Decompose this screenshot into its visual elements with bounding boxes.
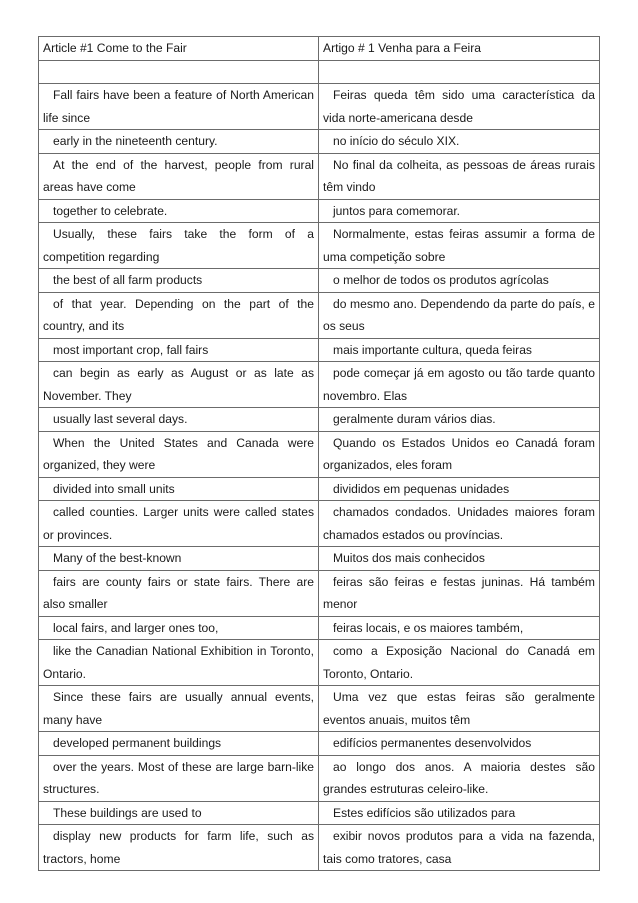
english-text: most important crop, fall fairs	[53, 342, 209, 357]
english-text: Usually, these fairs take the form of a competition regarding	[43, 227, 314, 264]
portuguese-text: exibir novos produtos para a vida na fazenda, tais como tratores, casa	[323, 829, 595, 866]
cell-portuguese	[319, 292, 600, 338]
english-text: like the Canadian National Exhibition in Toronto, Ontario.	[43, 644, 314, 681]
cell-portuguese	[319, 640, 600, 686]
portuguese-text: feiras locais, e os maiores também,	[333, 620, 524, 635]
cell-portuguese	[319, 338, 600, 362]
translation-table	[38, 36, 600, 871]
header-english-text: Article #1 Come to the Fair	[43, 41, 187, 55]
portuguese-text: chamados condados. Unidades maiores foram chamados estados ou províncias.	[323, 505, 595, 542]
table-row	[39, 199, 600, 223]
cell-english	[39, 732, 319, 756]
cell-english	[39, 362, 319, 408]
cell-english	[39, 755, 319, 801]
cell-portuguese	[319, 501, 600, 547]
cell-english	[39, 616, 319, 640]
english-text: Many of the best-known	[53, 551, 182, 565]
cell-portuguese	[319, 130, 600, 154]
cell-portuguese	[319, 362, 600, 408]
english-text: together to celebrate.	[53, 203, 168, 218]
cell-portuguese	[319, 825, 600, 871]
cell-portuguese	[319, 431, 600, 477]
cell-portuguese	[319, 801, 600, 825]
english-text: At the end of the harvest, people from rural areas have come	[43, 157, 314, 194]
cell-english	[39, 338, 319, 362]
table-row	[39, 130, 600, 154]
portuguese-text: Normalmente, estas feiras assumir a forma de uma competição sobre	[323, 227, 595, 264]
table-row	[39, 570, 600, 616]
table-row	[39, 292, 600, 338]
portuguese-text: como a Exposição Nacional do Canadá em Toronto, Ontario.	[323, 644, 595, 681]
portuguese-text: o melhor de todos os produtos agrícolas	[333, 273, 549, 287]
portuguese-text: Quando os Estados Unidos eo Canadá foram organizados, eles foram	[323, 435, 595, 472]
portuguese-text: Uma vez que estas feiras são geralmente eventos anuais, muitos têm	[323, 690, 595, 727]
cell-portuguese	[319, 223, 600, 269]
cell-portuguese	[319, 408, 600, 432]
english-text: early in the nineteenth century.	[53, 134, 218, 148]
portuguese-text: ao longo dos anos. A maioria destes são grandes estruturas celeiro-like.	[323, 759, 595, 796]
table-row	[39, 732, 600, 756]
english-text: can begin as early as August or as late as November. They	[43, 366, 314, 403]
table-row	[39, 801, 600, 825]
english-text: Since these fairs are usually annual events, many have	[43, 690, 314, 727]
cell-english	[39, 269, 319, 293]
english-text: over the years. Most of these are large barn-like structures.	[43, 759, 314, 796]
table-row	[39, 223, 600, 269]
table-row	[39, 640, 600, 686]
cell-portuguese	[319, 153, 600, 199]
table-row	[39, 408, 600, 432]
portuguese-text: Feiras queda têm sido uma característica da vida norte-americana desde	[323, 88, 595, 125]
table-row	[39, 338, 600, 362]
cell-english	[39, 501, 319, 547]
table-row	[39, 153, 600, 199]
cell-english	[39, 547, 319, 571]
cell-portuguese	[319, 84, 600, 130]
english-text: display new products for farm life, such as tractors, home	[43, 829, 314, 866]
header-english	[39, 37, 319, 61]
cell-portuguese	[319, 547, 600, 571]
english-text: These buildings are used to	[53, 805, 202, 820]
portuguese-text: pode começar já em agosto ou tão tarde quanto novembro. Elas	[323, 366, 595, 403]
portuguese-text: Muitos dos mais conhecidos	[333, 551, 485, 565]
cell-portuguese	[319, 755, 600, 801]
cell-portuguese	[319, 269, 600, 293]
header-portuguese	[319, 37, 600, 61]
cell-portuguese	[319, 199, 600, 223]
portuguese-text: do mesmo ano. Dependendo da parte do país, e os seus	[323, 296, 595, 333]
english-text: of that year. Depending on the part of the country, and its	[43, 296, 314, 333]
cell-english	[39, 686, 319, 732]
english-text: called counties. Larger units were called states or provinces.	[43, 505, 314, 542]
cell-english	[39, 84, 319, 130]
document-page	[38, 36, 599, 871]
table-row	[39, 686, 600, 732]
blank-row	[39, 60, 600, 84]
cell-english	[39, 292, 319, 338]
cell-portuguese	[319, 616, 600, 640]
english-text: the best of all farm products	[53, 273, 203, 287]
table-row	[39, 269, 600, 293]
table-row	[39, 755, 600, 801]
cell-english	[39, 640, 319, 686]
table-header-row	[39, 37, 600, 61]
table-row	[39, 825, 600, 871]
table-row	[39, 431, 600, 477]
english-text: divided into small units	[53, 481, 175, 496]
english-text: developed permanent buildings	[53, 736, 222, 750]
cell-portuguese	[319, 732, 600, 756]
table-row	[39, 616, 600, 640]
cell-english	[39, 130, 319, 154]
cell-english	[39, 153, 319, 199]
cell-english	[39, 199, 319, 223]
blank-cell	[319, 60, 600, 84]
cell-portuguese	[319, 570, 600, 616]
portuguese-text: no início do século XIX.	[333, 134, 460, 148]
portuguese-text: No final da colheita, as pessoas de áreas rurais têm vindo	[323, 157, 595, 194]
cell-portuguese	[319, 686, 600, 732]
table-row	[39, 501, 600, 547]
table-row	[39, 362, 600, 408]
table-row	[39, 547, 600, 571]
portuguese-text: juntos para comemorar.	[333, 203, 461, 218]
cell-english	[39, 825, 319, 871]
table-row	[39, 84, 600, 130]
portuguese-text: geralmente duram vários dias.	[333, 412, 496, 426]
cell-english	[39, 477, 319, 501]
english-text: usually last several days.	[53, 412, 188, 426]
cell-english	[39, 801, 319, 825]
cell-english	[39, 223, 319, 269]
portuguese-text: feiras são feiras e festas juninas. Há também menor	[323, 574, 595, 611]
english-text: local fairs, and larger ones too,	[53, 620, 219, 635]
cell-english	[39, 408, 319, 432]
english-text: When the United States and Canada were organized, they were	[43, 435, 314, 472]
header-portuguese-text: Artigo # 1 Venha para a Feira	[323, 41, 481, 55]
cell-portuguese	[319, 477, 600, 501]
blank-cell	[39, 60, 319, 84]
cell-english	[39, 570, 319, 616]
portuguese-text: mais importante cultura, queda feiras	[333, 342, 532, 357]
portuguese-text: edifícios permanentes desenvolvidos	[333, 736, 532, 750]
cell-english	[39, 431, 319, 477]
table-row	[39, 477, 600, 501]
english-text: Fall fairs have been a feature of North American life since	[43, 88, 314, 125]
portuguese-text: divididos em pequenas unidades	[333, 481, 510, 496]
english-text: fairs are county fairs or state fairs. There are also smaller	[43, 574, 314, 611]
portuguese-text: Estes edifícios são utilizados para	[333, 805, 516, 820]
